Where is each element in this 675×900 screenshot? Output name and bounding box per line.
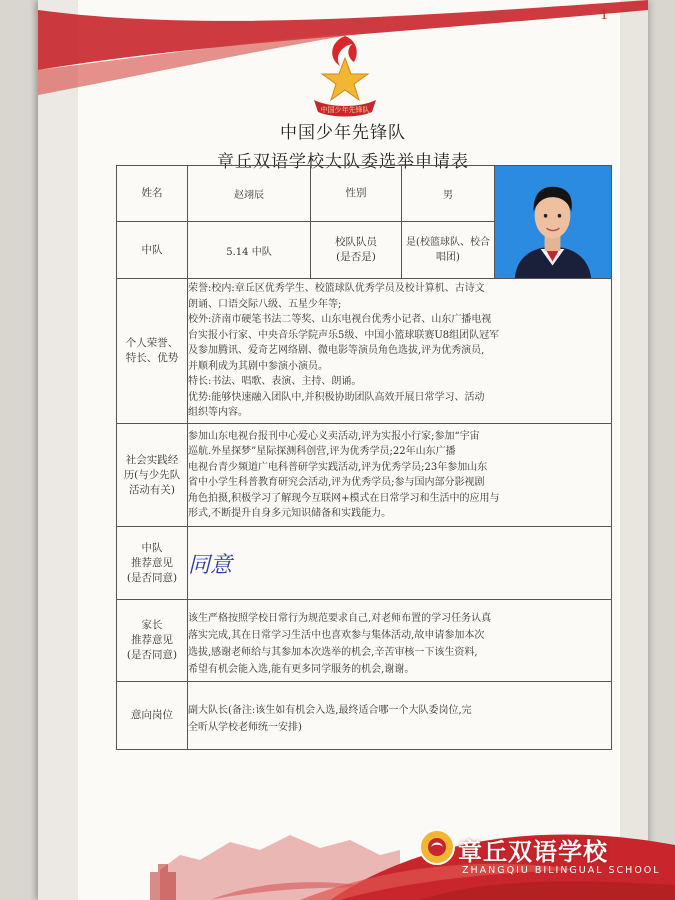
team-member-value: 是(校篮球队、校合唱团) xyxy=(402,222,495,279)
squad-opinion-label: 中队 推荐意见 (是否同意) xyxy=(117,527,188,600)
name-label: 姓名 xyxy=(117,166,188,222)
corner-mark: 1 xyxy=(600,6,608,23)
great-wall-and-flag-decoration xyxy=(0,760,675,900)
young-pioneers-emblem-icon xyxy=(300,30,390,120)
school-name-english: ZHANGQIU BILINGUAL SCHOOL xyxy=(462,865,661,876)
squad-opinion-signature: 同意 xyxy=(188,527,612,600)
honors-line: 并顺利成为其剧中参演小演员。 xyxy=(188,360,328,372)
application-table xyxy=(116,165,612,750)
school-name: 章丘双语学校 xyxy=(458,838,608,866)
honors-line: 及参加腾讯、爱奇艺网络剧、微电影等演员角色选拔,评为优秀演员, xyxy=(188,345,485,357)
photo-background xyxy=(495,166,611,278)
parent-opinion-line: 选拔,感谢老师给与其参加本次选举的机会,辛苦审核一下该生资料, xyxy=(188,646,478,658)
gender-value: 男 xyxy=(402,166,495,222)
parent-opinion-content xyxy=(188,600,612,682)
form-title-line1: 中国少年先锋队 xyxy=(280,123,406,143)
form-title-line2: 章丘双语学校大队委选举申请表 xyxy=(217,152,469,172)
honors-line: 优势:能够快速融入团队中,并积极协助团队高效开展日常学习、活动 xyxy=(188,391,485,403)
practice-line: 巡航.外星探梦”星际探测科创营,评为优秀学员;22年山东广播 xyxy=(188,446,456,457)
gender-label: 性别 xyxy=(311,166,402,222)
team-member-label: 校队队员 (是否是) xyxy=(311,222,402,279)
squad-label: 中队 xyxy=(117,222,188,279)
emblem-banner-text: 中国少年先锋队 xyxy=(320,106,370,114)
honors-content xyxy=(188,279,612,424)
honors-line: 校外:济南市硬笔书法二等奖、山东电视台优秀小记者、山东广播电视 xyxy=(188,314,492,326)
honors-line: 特长:书法、唱歌、表演、主持、朗诵。 xyxy=(188,376,362,388)
school-logo-icon xyxy=(418,828,456,866)
parent-opinion-line: 希望有机会能入选,能有更多同学服务的机会,谢谢。 xyxy=(188,663,415,675)
intended-position-content xyxy=(188,682,612,750)
honors-line: 台实报小行家、中央音乐学院声乐5级、中国小篮球联赛U8组团队冠军 xyxy=(188,329,500,341)
squad-value: 5.14 中队 xyxy=(188,222,311,279)
honors-line: 朗诵、口语交际八级、五星少年等; xyxy=(188,298,342,310)
practice-label: 社会实践经历(与少先队活动有关) xyxy=(117,424,188,527)
honors-line: 荣誉:校内:章丘区优秀学生、校篮球队优秀学员及校计算机、古诗文 xyxy=(188,283,485,295)
intended-position-line: 全听从学校老师统一安排) xyxy=(188,721,302,733)
parent-opinion-line: 该生严格按照学校日常行为规范要求自己,对老师布置的学习任务认真 xyxy=(188,612,492,624)
parent-opinion-label: 家长 推荐意见 (是否同意) xyxy=(117,600,188,682)
honors-line: 组织等内容。 xyxy=(188,407,248,419)
student-photo xyxy=(495,166,612,279)
practice-line: 电视台青少频道广电科普研学实践活动,评为优秀学员;23年参加山东 xyxy=(188,461,488,473)
honors-label: 个人荣誉、特长、优势 xyxy=(117,279,188,424)
practice-line: 省中小学生科普教育研究会活动,评为优秀学员;参与国内部分影视剧 xyxy=(188,477,485,488)
parent-opinion-line: 落实完成,其在日常学习生活中也喜欢参与集体活动,故申请参加本次 xyxy=(188,629,485,641)
practice-line: 参加山东电视台报刊中心爱心义卖活动,评为实报小行家;参加“宇宙 xyxy=(188,430,480,442)
intended-position-line: 副大队长(备注:该生如有机会入选,最终适合哪一个大队委岗位,完 xyxy=(188,704,472,716)
student-portrait-icon xyxy=(495,166,611,278)
practice-content xyxy=(188,424,612,527)
practice-line: 角色拍摄,积极学习了解现今互联网+模式在日常学习和生活中的应用与 xyxy=(188,492,500,504)
intended-position-label: 意向岗位 xyxy=(117,682,188,750)
practice-line: 形式,不断提升自身多元知识储备和实践能力。 xyxy=(188,508,392,519)
name-value: 赵翊辰 xyxy=(188,166,311,222)
